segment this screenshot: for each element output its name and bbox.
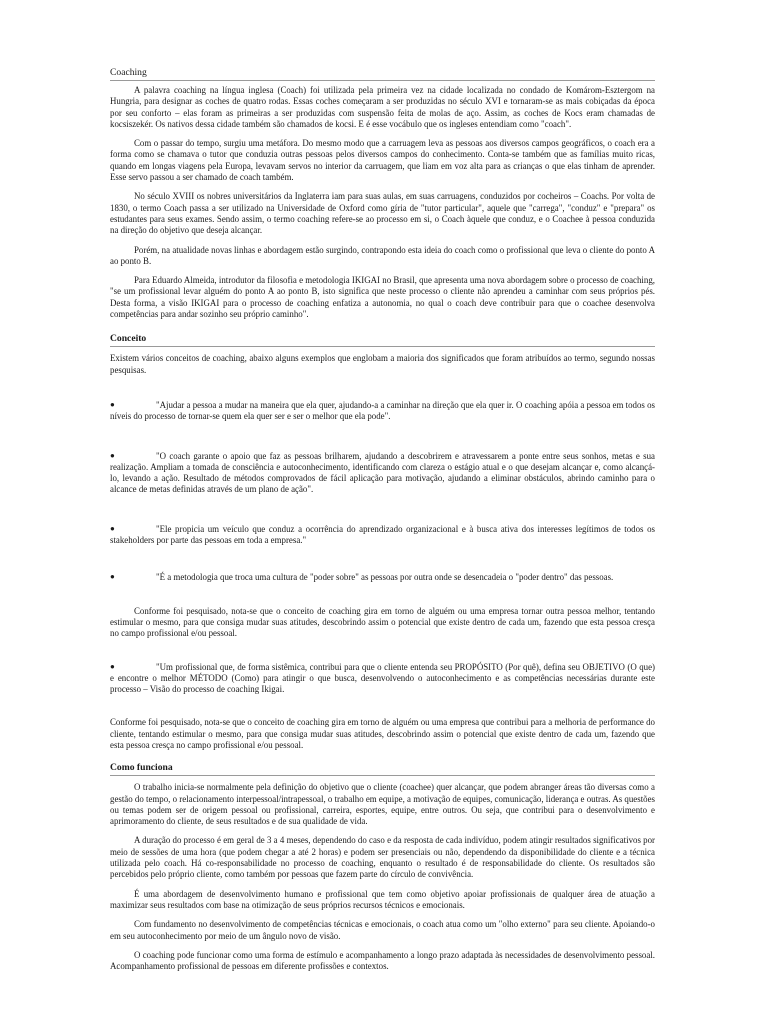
bullet-text: "É a metodologia que troca uma cultura de "poder sobre" as pessoas por outra onde se desencadeia o "poder dentro" das pessoas. [156, 572, 614, 583]
paragraph: Porém, na atualidade novas linhas e abordagem estão surgindo, contrapondo esta ideia do coach como o profissional que leva o cliente do ponto A ao ponto B. [110, 244, 655, 266]
paragraph: O trabalho inicia-se normalmente pela definição do objetivo que o cliente (coachee) quer alcançar, que podem abranger áreas tão diversas como a gestão do tempo, o relacionamento interpessoal/intrapessoal, o trabalho em equipe, a motivação de equipes, comunicação, liderança e outras. As questões ou temas podem ser de origem pessoal ou profissional, carreira, esportes, equipe, entre outros. Ou seja, que contribui para o desenvolvimento e aprimoramento do cliente, de seus resultados e de sua qualidade de vida. [110, 782, 655, 827]
paragraph: Conforme foi pesquisado, nota-se que o conceito de coaching gira em torno de alguém ou uma empresa tornar outra pessoa melhor, tentando estimular o mesmo, para que consiga mudar suas atitudes, descobrindo assim o potencial que existe dentro de cada um, fazendo que esta pessoa cresça no campo profissional e/ou pessoal. [110, 605, 655, 639]
list-item [110, 400, 655, 423]
paragraph: Com fundamento no desenvolvimento de competências técnicas e emocionais, o coach atua como um "olho externo" para seu cliente. Apoiando-o em seu autoconhecimento por meio de um ângulo novo de visão. [110, 919, 655, 941]
bullet-icon: ● [110, 450, 115, 460]
list-item [110, 662, 655, 696]
bullet-icon: ● [110, 661, 115, 671]
paragraph: É uma abordagem de desenvolvimento humano e profissional que tem como objetivo apoiar profissionais de qualquer área de atuação a maximizar seus resultados com base na otimização de seus próprios recursos técnicos e emocionais. [110, 888, 655, 910]
list-item [110, 572, 655, 583]
section-heading-conceito: Conceito [110, 332, 655, 347]
list-item [110, 451, 655, 496]
bullet-text: "O coach garante o apoio que faz as pessoas brilharem, ajudando a descobrirem e atravessarem a ponte entre seus sonhos, metas e sua realização. Ampliam a tomada de consciência e autoconhecimento, identificando com clareza o estágio atual e o que desejam alcançar e, como alcançá-lo, levando a ação. Resultado de métodos comprovados de fácil aplicação para motivação, ajudando a eliminar obstáculos, abrindo caminho para o alcance de metas definidas através de um plano de ação". [110, 450, 655, 495]
bullet-text: "Um profissional que, de forma sistêmica, contribui para que o cliente entenda seu PROPÓSITO (Por quê), defina seu OBJETIVO (O que) e encontre o melhor MÉTODO (Como) para atingir o que busca, desenvolvendo o autoconhecimento e as competências necessárias durante este processo – Visão do processo de coaching Ikigai. [110, 661, 655, 695]
paragraph: A palavra coaching na língua inglesa (Coach) foi utilizada pela primeira vez na cidade localizada no condado de Komárom-Esztergom na Hungria, para designar as coches de quatro rodas. Essas coches começaram a ser produzidas no século XVI e tornaram-se as mais cobiçadas da época por seu conforto – elas foram as primeiras a ser produzidas com suspensão feita de molas de aço. Assim, as coches de Kocs eram chamadas de kocsiszekér. Os nativos dessa cidade também são chamados de kocsi. E é esse vocábulo que os ingleses entendiam como "coach". [110, 85, 655, 129]
bullet-icon: ● [110, 523, 115, 533]
paragraph: Com o passar do tempo, surgiu uma metáfora. Do mesmo modo que a carruagem leva as pessoas aos diversos campos geográficos, o coach era a forma como se chamava o tutor que conduzia outras pessoas pelos diversos campos do conhecimento. Conta-se também que as famílias muito ricas, quando em longas viagens pela Europa, levavam servos no interior da carruagem, que liam em voz alta para as crianças o que elas tinham de aprender. Esse servo passou a ser chamado de coach também. [110, 138, 655, 183]
paragraph: Para Eduardo Almeida, introdutor da filosofia e metodologia IKIGAI no Brasil, que apresenta uma nova abordagem sobre o processo de coaching, "se um profissional levar alguém do ponto A ao ponto B, isto significa que neste processo o cliente não aprendeu a caminhar com seus próprios pés. Desta forma, a visão IKIGAI para o processo de coaching enfatiza a autonomia, no qual o coach deve contribuir para que o coachee desenvolva competências para andar sozinho seu próprio caminho". [110, 275, 655, 320]
section-heading-coaching: Coaching [110, 66, 655, 81]
paragraph: O coaching pode funcionar como uma forma de estímulo e acompanhamento a longo prazo adaptada às necessidades de desenvolvimento pessoal. Acompanhamento profissional de pessoas em diferente profissões e contextos. [110, 949, 655, 972]
bullet-icon: ● [110, 572, 115, 582]
paragraph: Conforme foi pesquisado, nota-se que o conceito de coaching gira em torno de alguém ou uma empresa que contribui para a melhoria de performance do cliente, tentando estimular o mesmo, para que consiga mudar suas atitudes, descobrindo assim o potencial que existe dentro de cada um, fazendo que esta pessoa cresça no campo profissional e/ou pessoal. [110, 717, 655, 750]
paragraph: No século XVIII os nobres universitários da Inglaterra iam para suas aulas, em suas carruagens, conduzidos por cocheiros – Coachs. Por volta de 1830, o termo Coach passa a ser utilizado na Universidade de Oxford como gíria de "tutor particular", aquele que "carrega", "conduz" e "prepara" os estudantes para seus exames. Sendo assim, o termo coaching refere-se ao processo em si, o Coach àquele que conduz, e o Coachee à pessoa conduzida na direção do objetivo que deseja alcançar. [110, 191, 655, 236]
document-page [110, 62, 655, 972]
bullet-icon: ● [110, 399, 115, 409]
section-heading-como-funciona: Como funciona [110, 761, 655, 776]
paragraph: Existem vários conceitos de coaching, abaixo alguns exemplos que englobam a maioria dos significados que foram atribuídos ao termo, segundo nossas pesquisas. [110, 353, 655, 375]
bullet-text: "Ele propicia um veículo que conduz a ocorrência do aprendizado organizacional e à busca ativa dos interesses legítimos de todos os stakeholders por parte das pessoas em toda a empresa." [110, 523, 655, 546]
paragraph: A duração do processo é em geral de 3 a 4 meses, dependendo do caso e da resposta de cada indivíduo, podem atingir resultados significativos por meio de sessões de uma hora (que podem chegar a até 2 horas) e podem ser presenciais ou não, dependendo da disponibilidade do cliente e a técnica utilizada pelo coach. Há co-responsabilidade no processo de coaching, enquanto o resultado é de responsabilidade do cliente. Os resultados são percebidos pelo próprio cliente, como também por pessoas que fazem parte do círculo de convivência. [110, 835, 655, 880]
list-item [110, 524, 655, 547]
bullet-text: "Ajudar a pessoa a mudar na maneira que ela quer, ajudando-a a caminhar na direção que ela quer ir. O coaching apóia a pessoa em todos os níveis do processo de tornar-se quem ela quer ser e ser o melhor que ela pode". [110, 399, 655, 422]
